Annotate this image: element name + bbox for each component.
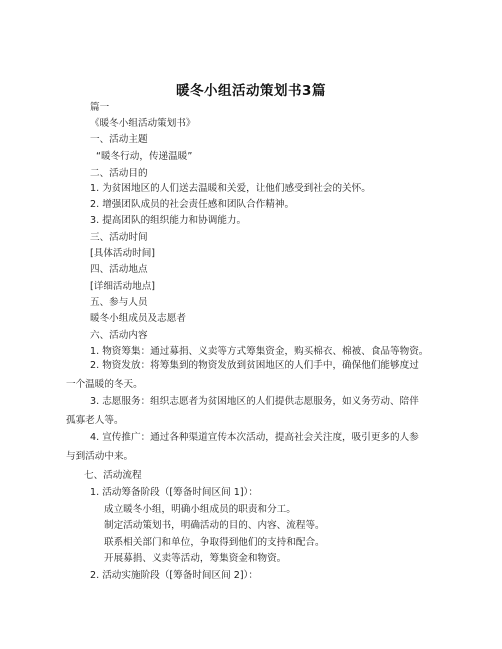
place-heading: 四、活动地点 bbox=[90, 264, 148, 275]
content-item-text: 2. 物资发放：将筹集到的物资发放到贫困地区的人们手中，确保他们能够度过一个温暖的冬天。 bbox=[66, 360, 419, 390]
purpose-heading: 二、活动目的 bbox=[90, 168, 148, 179]
content-item-text: 4. 宣传推广：通过各种渠道宣传本次活动，提高社会关注度，吸引更多的人参与到活动中来。 bbox=[66, 432, 419, 462]
content-heading: 六、活动内容 bbox=[90, 330, 148, 341]
content-item bbox=[66, 393, 426, 430]
time-heading: 三、活动时间 bbox=[90, 232, 148, 243]
process-step: 制定活动策划书，明确活动的目的、内容、流程等。 bbox=[104, 520, 325, 531]
purpose-item: 1. 为贫困地区的人们送去温暖和关爱，让他们感受到社会的关怀。 bbox=[90, 183, 371, 194]
process-heading: 七、活动流程 bbox=[84, 470, 142, 481]
people-heading: 五、参与人员 bbox=[90, 297, 148, 308]
process-stage: 2. 活动实施阶段（[筹备时间区间 2]）： bbox=[90, 570, 258, 581]
process-stage: 1. 活动筹备阶段（[筹备时间区间 1]）： bbox=[90, 487, 258, 498]
time-text: [具体活动时间] bbox=[90, 248, 156, 259]
content-item: 1. 物资筹集：通过募捐、义卖等方式筹集资金，购买棉衣、棉被、食品等物资。 bbox=[90, 346, 429, 357]
process-step: 成立暖冬小组，明确小组成员的职责和分工。 bbox=[104, 504, 296, 515]
content-item bbox=[66, 429, 426, 466]
purpose-item: 3. 提高团队的组织能力和协调能力。 bbox=[90, 215, 247, 226]
theme-heading: 一、活动主题 bbox=[90, 134, 148, 145]
place-text: [详细活动地点] bbox=[90, 281, 156, 292]
doc-heading: 《暖冬小组活动策划书》 bbox=[90, 118, 196, 129]
purpose-item: 2. 增强团队成员的社会责任感和团队合作精神。 bbox=[90, 199, 295, 210]
people-text: 暖冬小组成员及志愿者 bbox=[90, 313, 186, 324]
content-item-text: 3. 志愿服务：组织志愿者为贫困地区的人们提供志愿服务，如义务劳动、陪伴孤寡老人等。 bbox=[66, 396, 419, 426]
process-step: 联系相关部门和单位，争取得到他们的支持和配合。 bbox=[104, 537, 325, 548]
process-step: 开展募捐、义卖等活动，筹集资金和物资。 bbox=[104, 553, 287, 564]
content-item bbox=[66, 357, 426, 394]
section-label: 篇一 bbox=[90, 102, 110, 113]
theme-text: “暖冬行动，传递温暖” bbox=[96, 151, 193, 162]
document-title: 暖冬小组活动策划书3篇 bbox=[176, 83, 326, 99]
